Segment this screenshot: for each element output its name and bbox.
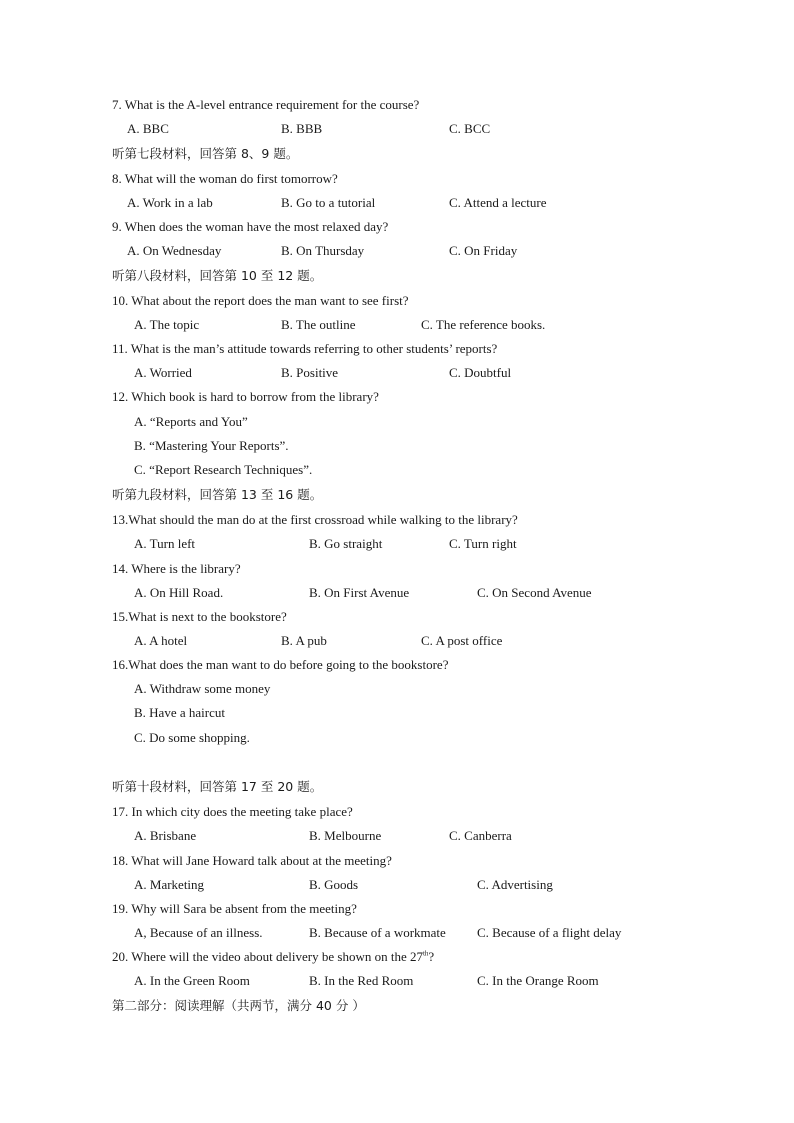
- answer-option: A. In the Green Room: [134, 973, 250, 988]
- ordinal-suffix: th: [422, 949, 429, 958]
- question-text: 16.What does the man want to do before going to the bookstore?: [112, 657, 449, 672]
- answer-option: B. The outline: [281, 317, 356, 332]
- answer-option: A. Withdraw some money: [134, 681, 271, 696]
- section-heading: 第二部分：阅读理解（共两节，满分 40 分 ）: [112, 998, 365, 1013]
- question-text: 14. Where is the library?: [112, 561, 241, 576]
- question-text: 18. What will Jane Howard talk about at the meeting?: [112, 853, 392, 868]
- answer-option: C. A post office: [421, 633, 503, 648]
- answer-option: A. A hotel: [134, 633, 188, 648]
- question-text: 17. In which city does the meeting take place?: [112, 804, 353, 819]
- section-heading: 听第八段材料，回答第 10 至 12 题。: [112, 268, 323, 283]
- answer-option: A. Turn left: [134, 536, 196, 551]
- answer-option: B. On First Avenue: [309, 585, 410, 600]
- answer-option: A. “Reports and You”: [134, 414, 248, 429]
- answer-option: C. Advertising: [477, 877, 553, 892]
- answer-option: B. “Mastering Your Reports”.: [134, 438, 289, 453]
- answer-option: C. BCC: [449, 121, 491, 136]
- answer-option: C. Because of a flight delay: [477, 925, 622, 940]
- question-mark: ?: [428, 949, 435, 964]
- answer-option: B. Go straight: [309, 536, 383, 551]
- answer-option: C. In the Orange Room: [477, 973, 599, 988]
- question-text: 7. What is the A-level entrance requirement for the course?: [112, 97, 420, 112]
- question-text: [112, 949, 434, 965]
- answer-option: B. Because of a workmate: [309, 925, 446, 940]
- question-text: 15.What is next to the bookstore?: [112, 609, 287, 624]
- answer-option: C. Doubtful: [449, 365, 512, 380]
- answer-option: B. Positive: [281, 365, 339, 380]
- answer-option: C. “Report Research Techniques”.: [134, 462, 313, 477]
- question-text: 13.What should the man do at the first crossroad while walking to the library?: [112, 512, 518, 527]
- answer-option: B. Go to a tutorial: [281, 195, 376, 210]
- answer-option: B. BBB: [281, 121, 323, 136]
- answer-option: C. The reference books.: [421, 317, 546, 332]
- answer-option: B. On Thursday: [281, 243, 365, 258]
- answer-option: C. Do some shopping.: [134, 730, 250, 745]
- answer-option: B. Have a haircut: [134, 705, 225, 720]
- answer-option: C. On Second Avenue: [477, 585, 592, 600]
- answer-option: A. Work in a lab: [127, 195, 213, 210]
- section-heading: 听第九段材料，回答第 13 至 16 题。: [112, 487, 323, 502]
- answer-option: C. Canberra: [449, 828, 512, 843]
- question-text: 11. What is the man’s attitude towards referring to other students’ reports?: [112, 341, 498, 356]
- question-text: 9. When does the woman have the most relaxed day?: [112, 219, 389, 234]
- answer-option: B. Melbourne: [309, 828, 382, 843]
- answer-option: C. On Friday: [449, 243, 518, 258]
- question-text: 12. Which book is hard to borrow from the library?: [112, 389, 379, 404]
- answer-option: A, Because of an illness.: [134, 925, 263, 940]
- answer-option: C. Turn right: [449, 536, 517, 551]
- question-text: 8. What will the woman do first tomorrow?: [112, 171, 338, 186]
- question-text: 19. Why will Sara be absent from the meeting?: [112, 901, 357, 916]
- question-text: 10. What about the report does the man want to see first?: [112, 293, 409, 308]
- answer-option: B. Goods: [309, 877, 359, 892]
- answer-option: A. Brisbane: [134, 828, 197, 843]
- answer-option: A. The topic: [134, 317, 200, 332]
- answer-option: A. BBC: [127, 121, 169, 136]
- answer-option: A. Worried: [134, 365, 192, 380]
- answer-option: B. In the Red Room: [309, 973, 414, 988]
- answer-option: C. Attend a lecture: [449, 195, 547, 210]
- section-heading: 听第十段材料，回答第 17 至 20 题。: [112, 779, 323, 794]
- answer-option: A. On Hill Road.: [134, 585, 224, 600]
- answer-option: B. A pub: [281, 633, 327, 648]
- section-heading: 听第七段材料，回答第 8、9 题。: [112, 146, 299, 161]
- answer-option: A. Marketing: [134, 877, 205, 892]
- question-text-main: 20. Where will the video about delivery be shown on the 27: [112, 949, 423, 964]
- answer-option: A. On Wednesday: [127, 243, 222, 258]
